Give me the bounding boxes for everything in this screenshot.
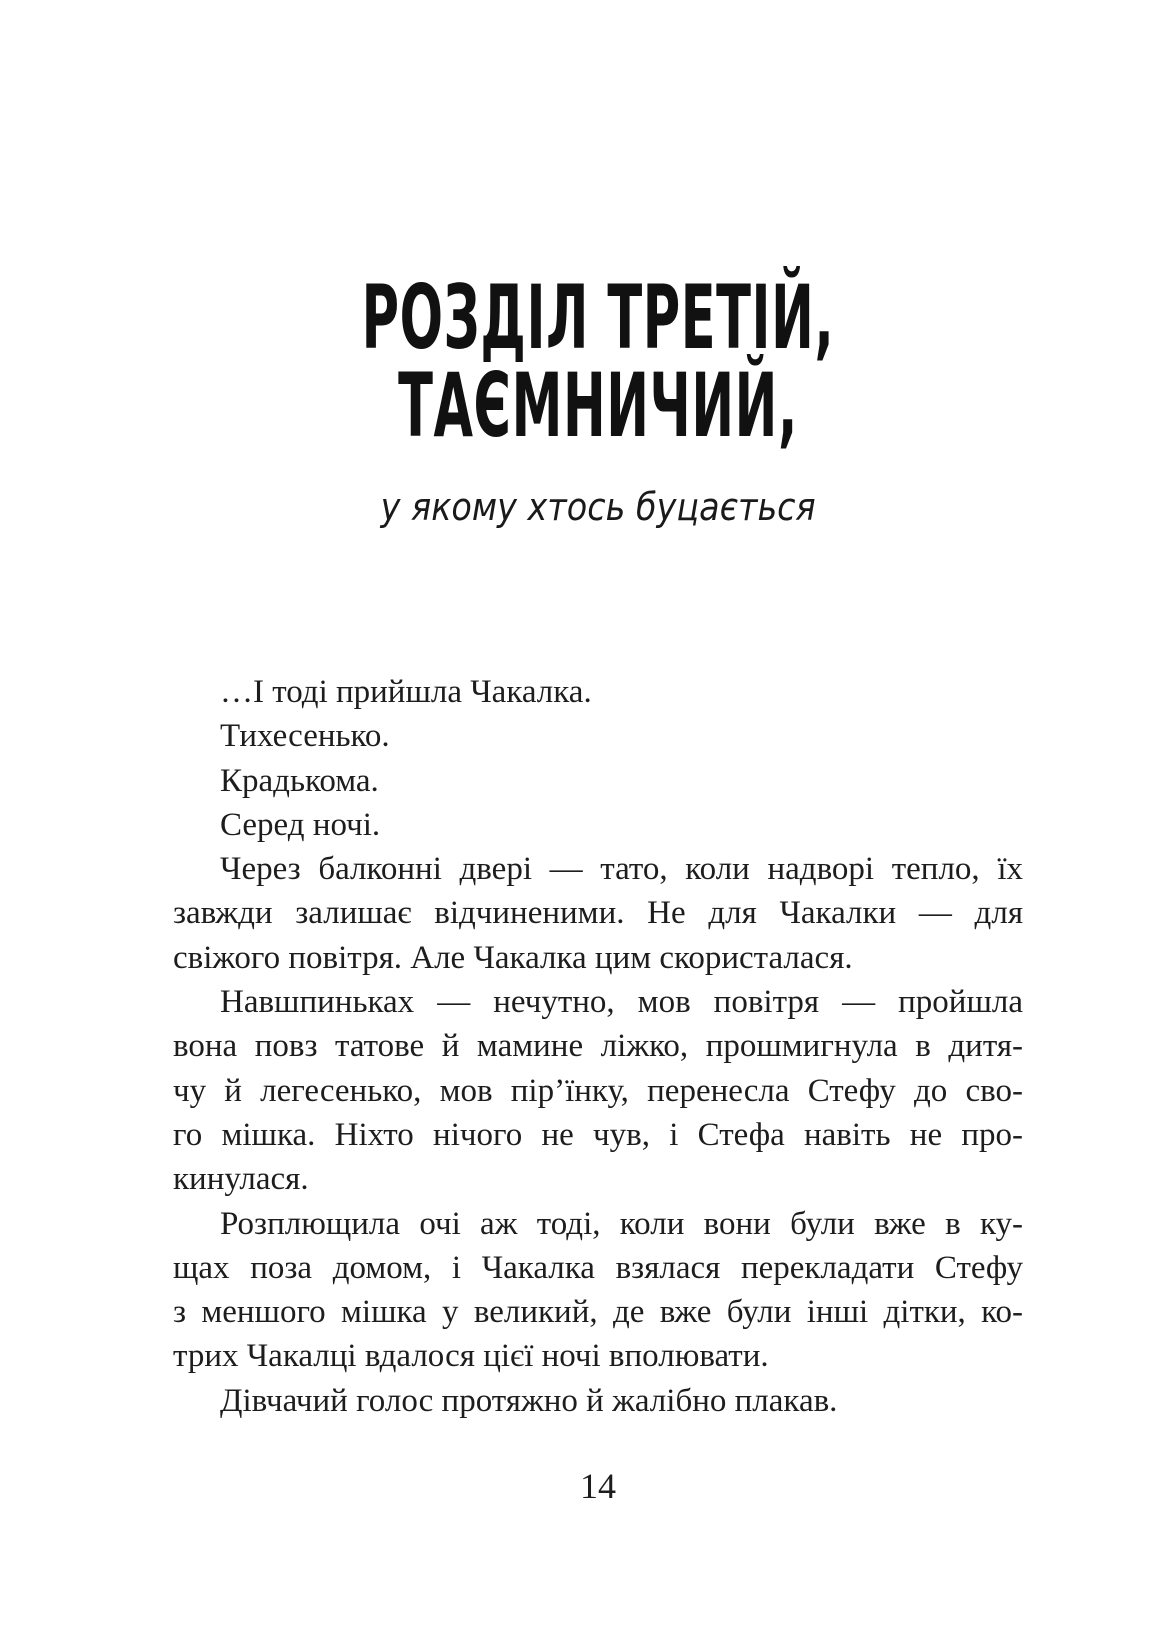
body-line: Тихесенько. bbox=[220, 718, 390, 755]
text-block bbox=[173, 0, 1023, 1630]
paragraph bbox=[173, 670, 1023, 714]
paragraph bbox=[173, 759, 1023, 803]
paragraph bbox=[173, 847, 1023, 980]
body-line: Крадькома. bbox=[220, 762, 379, 799]
body-line: щах поза домом, і Чакалка взялася перекладати Стефу bbox=[173, 1249, 1023, 1286]
body-line: вона повз татове й мамине ліжко, прошмигнула в дитя- bbox=[173, 1028, 1023, 1065]
body-line: Через балконні двері — тато, коли надворі тепло, їх bbox=[220, 851, 1023, 888]
body-line: Дівчачий голос протяжно й жалібно плакав. bbox=[220, 1382, 838, 1419]
body-line: Навшпиньках — нечутно, мов повітря — пройшла bbox=[220, 984, 1023, 1021]
paragraph bbox=[173, 1379, 1023, 1423]
body-line: з меншого мішка у великий, де вже були інші дітки, ко- bbox=[173, 1294, 1023, 1331]
paragraph bbox=[173, 980, 1023, 1201]
paragraph bbox=[173, 1202, 1023, 1379]
chapter-title bbox=[173, 266, 1023, 457]
body-line: завжди залишає відчиненими. Не для Чакалки — для bbox=[173, 895, 1023, 932]
body-line: трих Чакалці вдалося цієї ночі вполювати. bbox=[173, 1338, 769, 1375]
body-line: Серед ночі. bbox=[220, 806, 381, 843]
paragraph bbox=[173, 714, 1023, 758]
chapter-title-line-1: РОЗДІЛ ТРЕТІЙ, bbox=[361, 266, 835, 369]
body-line: Розплющила очі аж тоді, коли вони були вже в ку- bbox=[220, 1205, 1023, 1242]
body-line: свіжого повітря. Але Чакалка цим скористалася. bbox=[173, 939, 853, 976]
chapter-title-line-2: ТАЄМНИЧИЙ, bbox=[398, 354, 798, 457]
body-line: …І тоді прийшла Чакалка. bbox=[220, 674, 592, 710]
paragraph bbox=[173, 803, 1023, 847]
body-line: го мішка. Ніхто нічого не чув, і Стефа навіть не про- bbox=[173, 1116, 1023, 1153]
body-line: кинулася. bbox=[173, 1161, 309, 1198]
body-line: чу й легесенько, мов пір’їнку, перенесла Стефу до сво- bbox=[173, 1072, 1023, 1109]
chapter-subtitle bbox=[173, 482, 1023, 532]
body-text bbox=[173, 670, 1023, 1423]
page-number: 14 bbox=[580, 1466, 616, 1506]
chapter-subtitle-text: у якому хтось буцається bbox=[380, 485, 816, 529]
